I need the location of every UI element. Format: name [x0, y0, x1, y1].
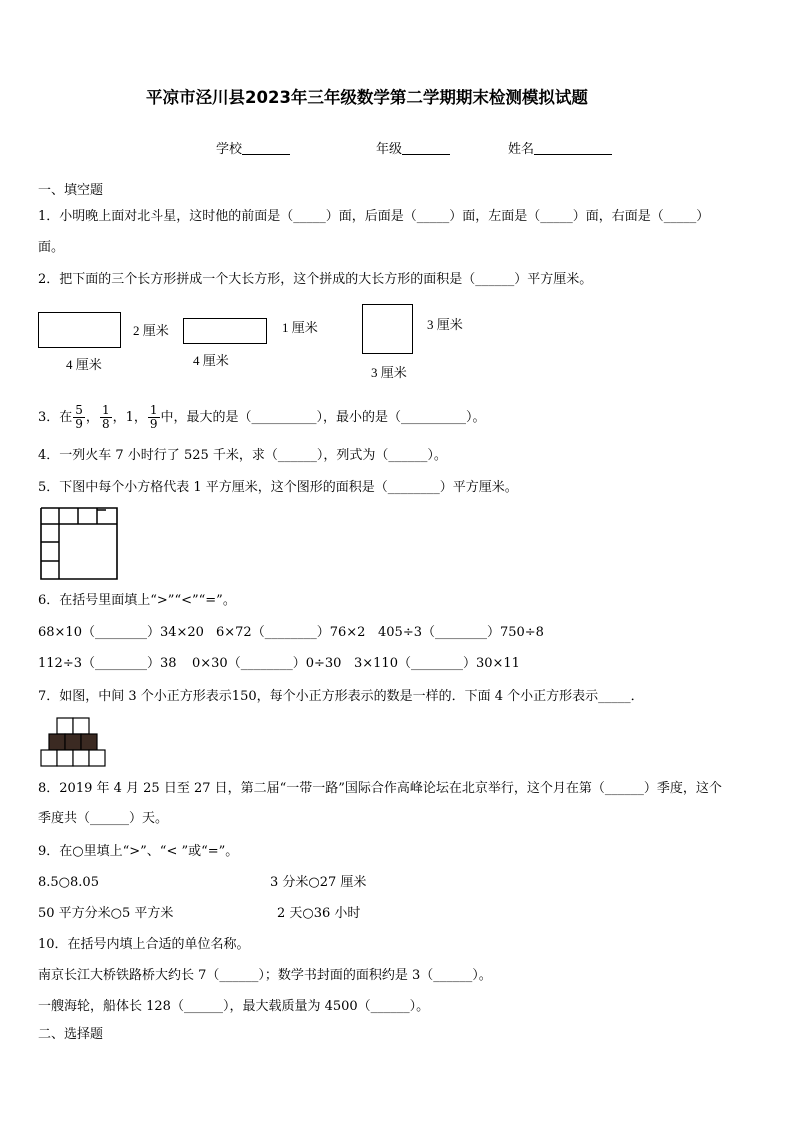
q6-item-5: 0×30（________）0÷30 [192, 656, 342, 671]
rect1-height-label: 2 厘米 [133, 323, 169, 338]
square-3 [362, 304, 413, 354]
q6-item-4: 112÷3（________）38 [38, 656, 177, 671]
question-6-text: 6．在括号里面填上“>”“<”“=”。 [38, 593, 236, 608]
q6-item-1: 68×10（________）34×20 [38, 625, 204, 640]
rectangle-1 [38, 312, 121, 348]
question-4-text: 4．一列火车 7 小时行了 525 千米，求（______），列式为（______）。 [38, 448, 447, 463]
question-10-line1: 南京长江大桥铁路桥大约长 7（______）；数学书封面的面积约是 3（______）。 [38, 968, 492, 983]
q9-item-1: 8.5○8.05 [38, 875, 99, 890]
question-3: 3．在 $\frac{5}{9}$ ， $\frac{1}{8}$ ，1， $\frac{1}{9}$ 中，最大的是（__________），最小的是（__________）。 [38, 403, 486, 431]
q6-item-6: 3×110（________）30×11 [354, 656, 520, 671]
q6-item-3: 405÷3（________）750÷8 [378, 625, 544, 640]
grade-field [376, 142, 450, 156]
q6-item-2: 6×72（________）76×2 [216, 625, 366, 640]
school-label: 学校 [216, 142, 243, 157]
question-3-suffix: 中，最大的是（__________），最小的是（__________）。 [160, 410, 486, 425]
school-blank[interactable] [242, 142, 290, 155]
rect3-height-label: 3 厘米 [427, 317, 463, 332]
square-pyramid-figure [40, 717, 106, 767]
rect2-width-label: 4 厘米 [193, 353, 229, 368]
q9-item-2: 3 分米○27 厘米 [270, 875, 367, 890]
name-blank[interactable] [534, 142, 612, 155]
question-1-line2: 面。 [38, 240, 65, 255]
q9-item-3: 50 平方分米○5 平方米 [38, 906, 174, 921]
question-3-mid: ，1， [112, 410, 147, 425]
grid-figure [40, 507, 120, 581]
question-2-text: 2．把下面的三个长方形拼成一个大长方形，这个拼成的大长方形的面积是（______）平方厘米。 [38, 272, 593, 287]
grade-label: 年级 [376, 142, 403, 157]
section-heading-two: 二、选择题 [38, 1027, 104, 1042]
grade-blank[interactable] [402, 142, 450, 155]
question-9-text: 9．在○里填上“>”、“< ”或“=”。 [38, 844, 239, 859]
question-10-text: 10．在括号内填上合适的单位名称。 [38, 937, 250, 952]
name-label: 姓名 [508, 142, 535, 157]
rect1-width-label: 4 厘米 [66, 357, 102, 372]
section-heading-one: 一、填空题 [38, 183, 104, 198]
question-5-text: 5．下图中每个小方格代表 1 平方厘米，这个图形的面积是（________）平方厘米。 [38, 480, 518, 495]
question-10-line2: 一艘海轮，船体长 128（______），最大载质量为 4500（______）。 [38, 999, 430, 1014]
question-8-line1: 8．2019 年 4 月 25 日至 27 日，第二届“一带一路”国际合作高峰论坛在北京举行，这个月在第（______）季度，这个 [38, 781, 722, 796]
name-field [508, 142, 612, 156]
rectangle-2 [183, 318, 267, 344]
question-7-text: 7．如图，中间 3 个小正方形表示150，每个小正方形表示的数是一样的．下面 4 个小正方形表示_____． [38, 689, 644, 704]
q9-item-4: 2 天○36 小时 [277, 906, 361, 921]
rect3-width-label: 3 厘米 [371, 365, 407, 380]
question-1-line1: 1．小明晚上面对北斗星，这时他的前面是（_____）面，后面是（_____）面，左面是（_____）面，右面是（_____） [38, 209, 710, 224]
fraction-5-9: $\frac{5}{9}$ [75, 403, 83, 431]
question-8-line2: 季度共（______）天。 [38, 811, 169, 826]
question-3-prefix: 3．在 [38, 410, 73, 425]
fraction-1-8: $\frac{1}{8}$ [101, 403, 110, 431]
rect2-height-label: 1 厘米 [282, 320, 318, 335]
fraction-1-9: $\frac{1}{9}$ [149, 403, 158, 431]
page-title: 平凉市泾川县2023年三年级数学第二学期期末检测模拟试题 [146, 88, 588, 107]
school-field [216, 142, 290, 156]
